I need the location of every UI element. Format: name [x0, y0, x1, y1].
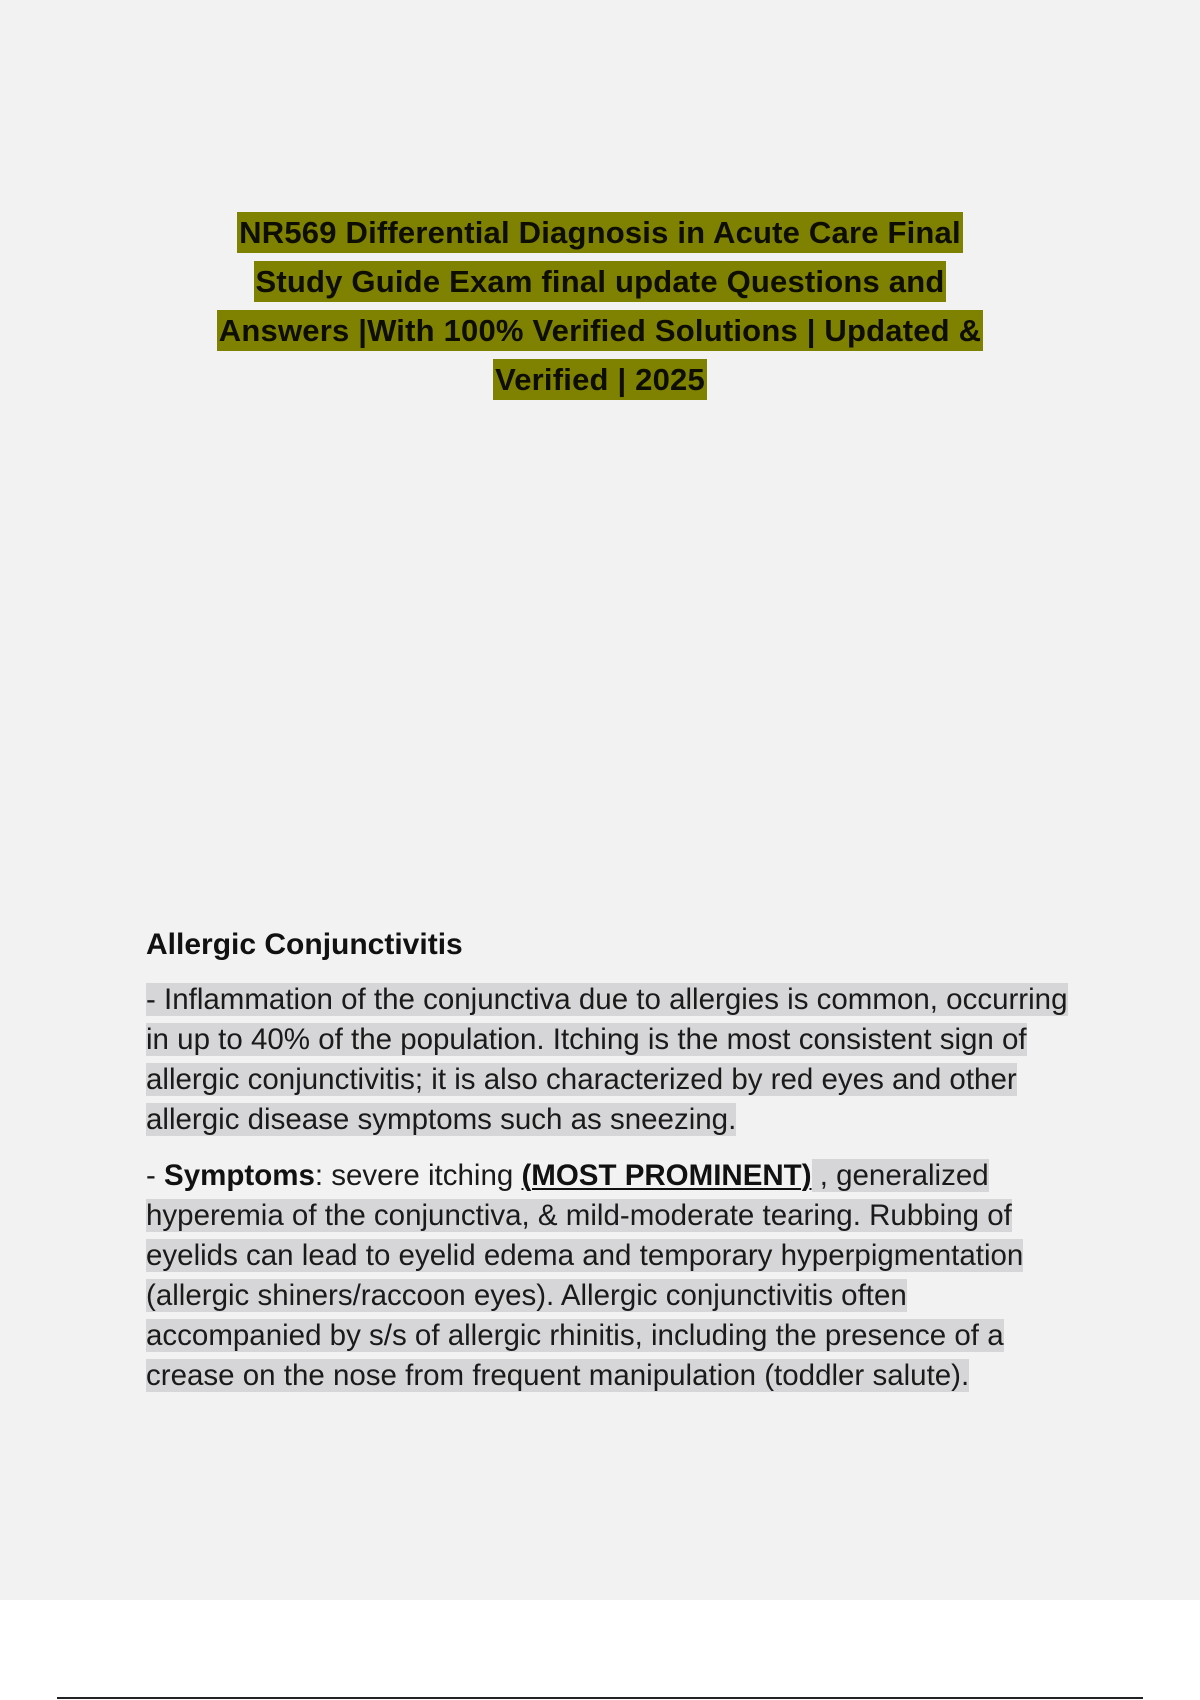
title-line-2	[150, 257, 1050, 306]
definition-paragraph	[146, 980, 1086, 1140]
definition-text: - Inflammation of the conjunctiva due to allergies is common, occurring in up to 40% of the population. Itching is the most consistent sign of allergic conjunctivitis; it is also characterized by red eyes and other allergic disease symptoms such as sneezing.	[146, 983, 1068, 1136]
symptoms-dash: -	[146, 1159, 165, 1192]
title-line-4	[150, 355, 1050, 404]
allergic-conjunctivitis-section	[146, 928, 1086, 1412]
symptoms-rest-text: , generalized hyperemia of the conjunctiva, & mild-moderate tearing. Rubbing of eyelids can lead to eyelid edema and temporary hyperpigmentation (allergic shiners/raccoon eyes). Allergic conjunctivitis often accompanied by s/s of allergic rhinitis, including the presence of a crease on the nose from frequent manipulation (toddler salute).	[146, 1159, 1024, 1392]
section-heading: Allergic Conjunctivitis	[146, 928, 463, 961]
title-line-1-text: NR569 Differential Diagnosis in Acute Care Final	[237, 212, 963, 253]
most-prominent-emphasis: (MOST PROMINENT)	[521, 1159, 812, 1192]
footer-divider	[57, 1697, 1143, 1699]
title-line-4-text: Verified | 2025	[493, 359, 707, 400]
symptoms-paragraph	[146, 1156, 1086, 1396]
title-line-3	[150, 306, 1050, 355]
title-line-1	[150, 208, 1050, 257]
title-line-2-text: Study Guide Exam final update Questions and	[254, 261, 947, 302]
symptoms-label: Symptoms	[164, 1159, 315, 1192]
symptoms-after-label: : severe itching	[314, 1159, 522, 1192]
document-title	[150, 208, 1050, 404]
title-line-3-text: Answers |With 100% Verified Solutions | Updated &	[217, 310, 983, 351]
